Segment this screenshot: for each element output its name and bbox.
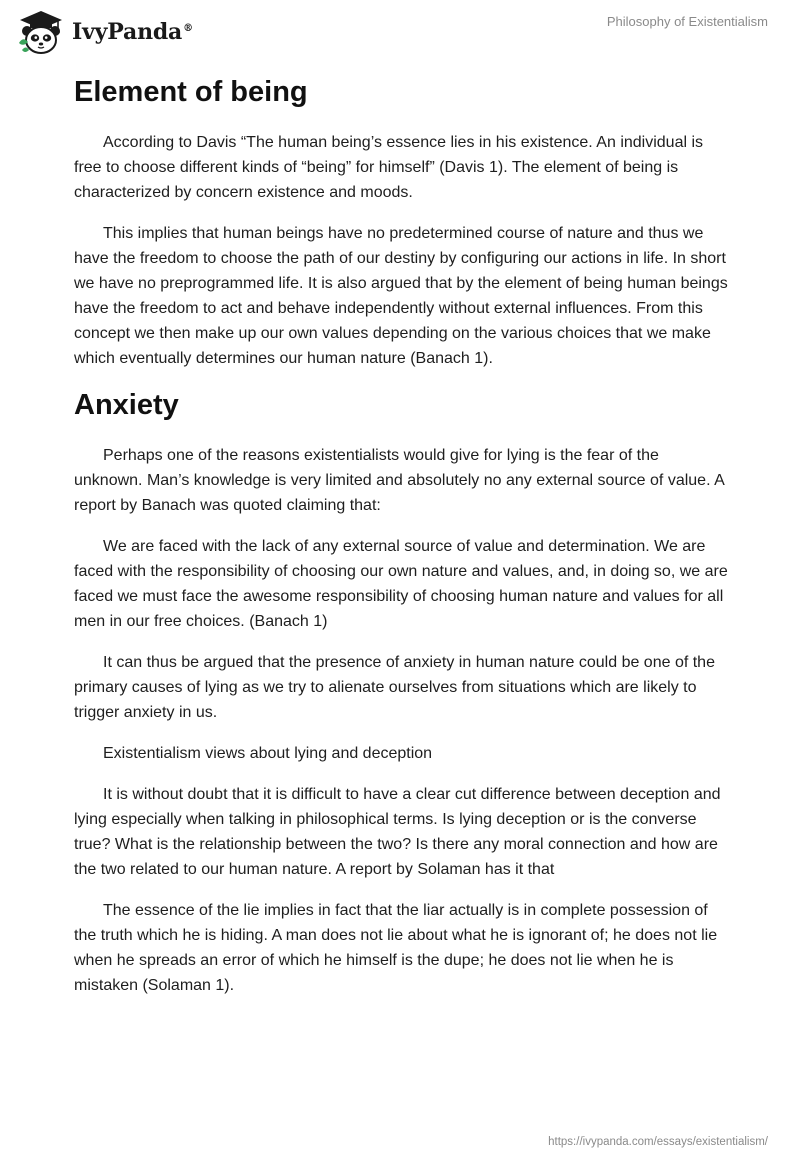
paragraph: According to Davis “The human being’s essence lies in his existence. An individual is free to choose different kinds of “being” for himself” (Davis 1). The element of being is characterized by concern existence and moods. [74,134,704,201]
page-header [0,0,800,60]
panda-logo-icon [16,9,66,55]
quote-paragraph: The essence of the lie implies in fact that the liar actually is in complete possession of the truth which he is hiding. A man does not lie about what he is ignorant of; he does not lie when he spreads an error of which he himself is the dupe; he does not lie when he is mistaken (Solaman 1). [74,902,718,994]
paragraph: It is without doubt that it is difficult to have a clear cut difference between deception and lying especially when talking in philosophical terms. Is lying deception or is the converse true? What is the relationship between the two? Is there any moral connection and how are the two related to our human nature. A report by Solaman has it that [74,786,721,878]
section-heading: Anxiety [74,389,179,421]
paragraph: It can thus be argued that the presence of anxiety in human nature could be one of the primary causes of lying as we try to alienate ourselves from situations which are likely to trigger anxiety in us. [74,654,715,721]
quote-paragraph: We are faced with the lack of any external source of value and determination. We are faced with the responsibility of choosing our own nature and values, and, in doing so, we are faced we must face the awesome responsibility of choosing human nature and values for all men in our free choices. (Banach 1) [74,538,728,630]
paragraph: This implies that human beings have no predetermined course of nature and thus we have the freedom to choose the path of our destiny by configuring our actions in life. In short we have no preprogrammed life. It is also argued that by the element of being human beings have the freedom to act and behave independently without external influences. From this concept we then make up our own values depending on the various choices that we make which eventually determines our human nature (Banach 1). [74,225,728,367]
section-heading: Element of being [74,76,308,108]
logo-wordmark: IvyPanda® [72,19,193,45]
paragraph: Perhaps one of the reasons existentialists would give for lying is the fear of the unknown. Man’s knowledge is very limited and absolutely no any external source of value. A report by Banach was quoted claiming that: [74,447,724,514]
source-url[interactable]: https://ivypanda.com/essays/existentialism/ [548,1136,768,1148]
subheading-paragraph: Existentialism views about lying and deception [103,745,433,762]
document-title: Philosophy of Existentialism [606,14,768,29]
ivypanda-logo[interactable] [16,8,193,56]
essay-content [74,68,728,1014]
